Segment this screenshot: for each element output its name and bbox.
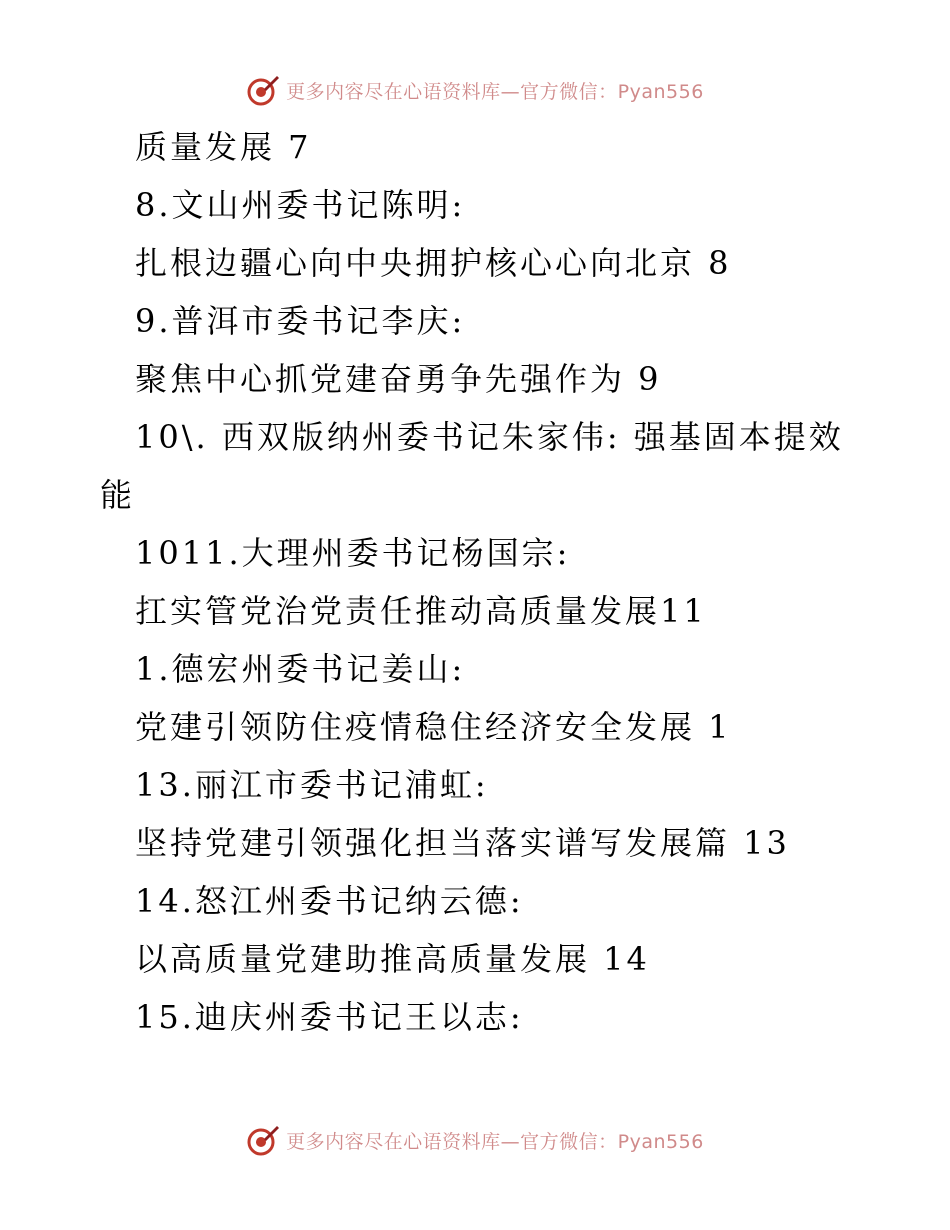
footer-watermark	[0, 1120, 950, 1160]
text-line: 8.文山州委书记陈明:	[135, 186, 466, 224]
text-line: 10\. 西双版纳州委书记朱家伟: 强基固本提效	[135, 418, 844, 456]
text-line: 9.普洱市委书记李庆:	[135, 302, 466, 340]
text-line: 质量发展 7	[135, 128, 312, 166]
text-line: 以高质量党建助推高质量发展 14	[135, 940, 650, 978]
text-line: 1011.大理州委书记杨国宗:	[135, 534, 571, 572]
text-line: 党建引领防住疫情稳住经济安全发展 1	[135, 708, 732, 746]
watermark-text: 更多内容尽在心语资料库—官方微信：Pyan556	[286, 80, 704, 103]
pen-seal-logo-icon	[246, 73, 280, 107]
text-line: 1.德宏州委书记姜山:	[135, 650, 466, 688]
text-line: 13.丽江市委书记浦虹:	[135, 766, 489, 804]
text-line: 坚持党建引领强化担当落实谱写发展篇 13	[135, 824, 790, 862]
pen-seal-logo-icon	[246, 1123, 280, 1157]
text-line: 聚焦中心抓党建奋勇争先强作为 9	[135, 360, 662, 398]
text-line: 15.迪庆州委书记王以志:	[135, 998, 524, 1036]
text-line: 14.怒江州委书记纳云德:	[135, 882, 524, 920]
text-line: 扎根边疆心向中央拥护核心心向北京 8	[135, 244, 732, 282]
document-body	[0, 118, 950, 1046]
watermark-text: 更多内容尽在心语资料库—官方微信：Pyan556	[286, 1130, 704, 1153]
text-line: 能	[100, 476, 136, 514]
text-line: 扛实管党治党责任推动高质量发展11	[135, 592, 707, 630]
header-watermark	[0, 70, 950, 110]
